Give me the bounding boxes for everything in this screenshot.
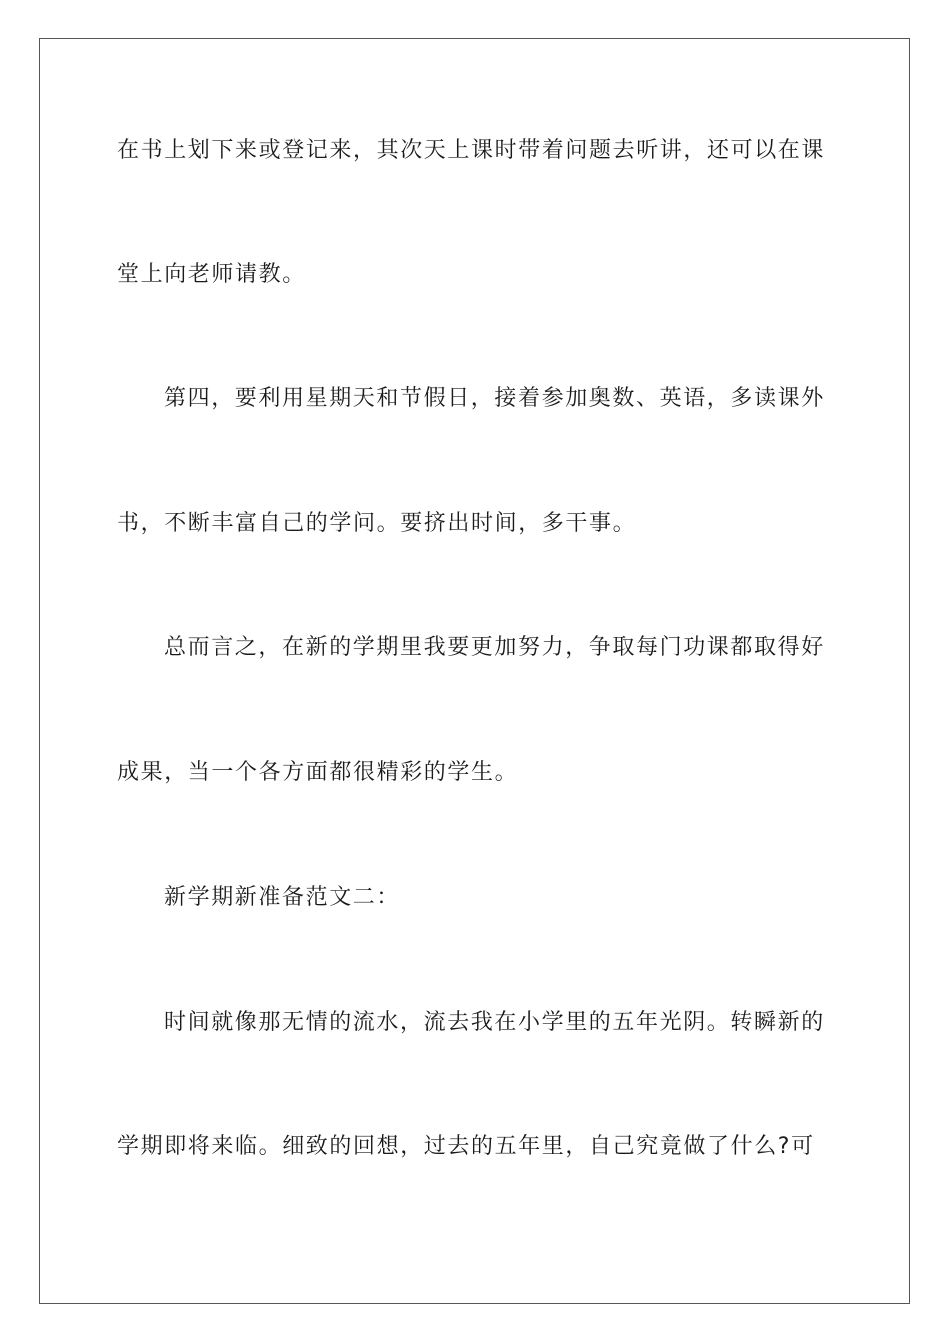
text-line: 堂上向老师请教。 xyxy=(117,262,306,287)
text-line: 书，不断丰富自己的学问。要挤出时间，多干事。 xyxy=(117,511,637,536)
page-frame xyxy=(39,38,910,1304)
text-line: 时间就像那无情的流水，流去我在小学里的五年光阴。转瞬新的 xyxy=(164,1010,825,1035)
text-line: 总而言之，在新的学期里我要更加努力，争取每门功课都取得好 xyxy=(164,635,825,660)
text-line: 成果，当一个各方面都很精彩的学生。 xyxy=(117,760,519,785)
text-line: 第四，要利用星期天和节假日，接着参加奥数、英语，多读课外 xyxy=(164,386,825,411)
text-line: 新学期新准备范文二： xyxy=(164,885,401,910)
text-line: 学期即将来临。细致的回想，过去的五年里，自己究竟做了什么?可 xyxy=(117,1134,815,1159)
text-line: 在书上划下来或登记来，其次天上课时带着问题去听讲，还可以在课 xyxy=(117,138,826,163)
